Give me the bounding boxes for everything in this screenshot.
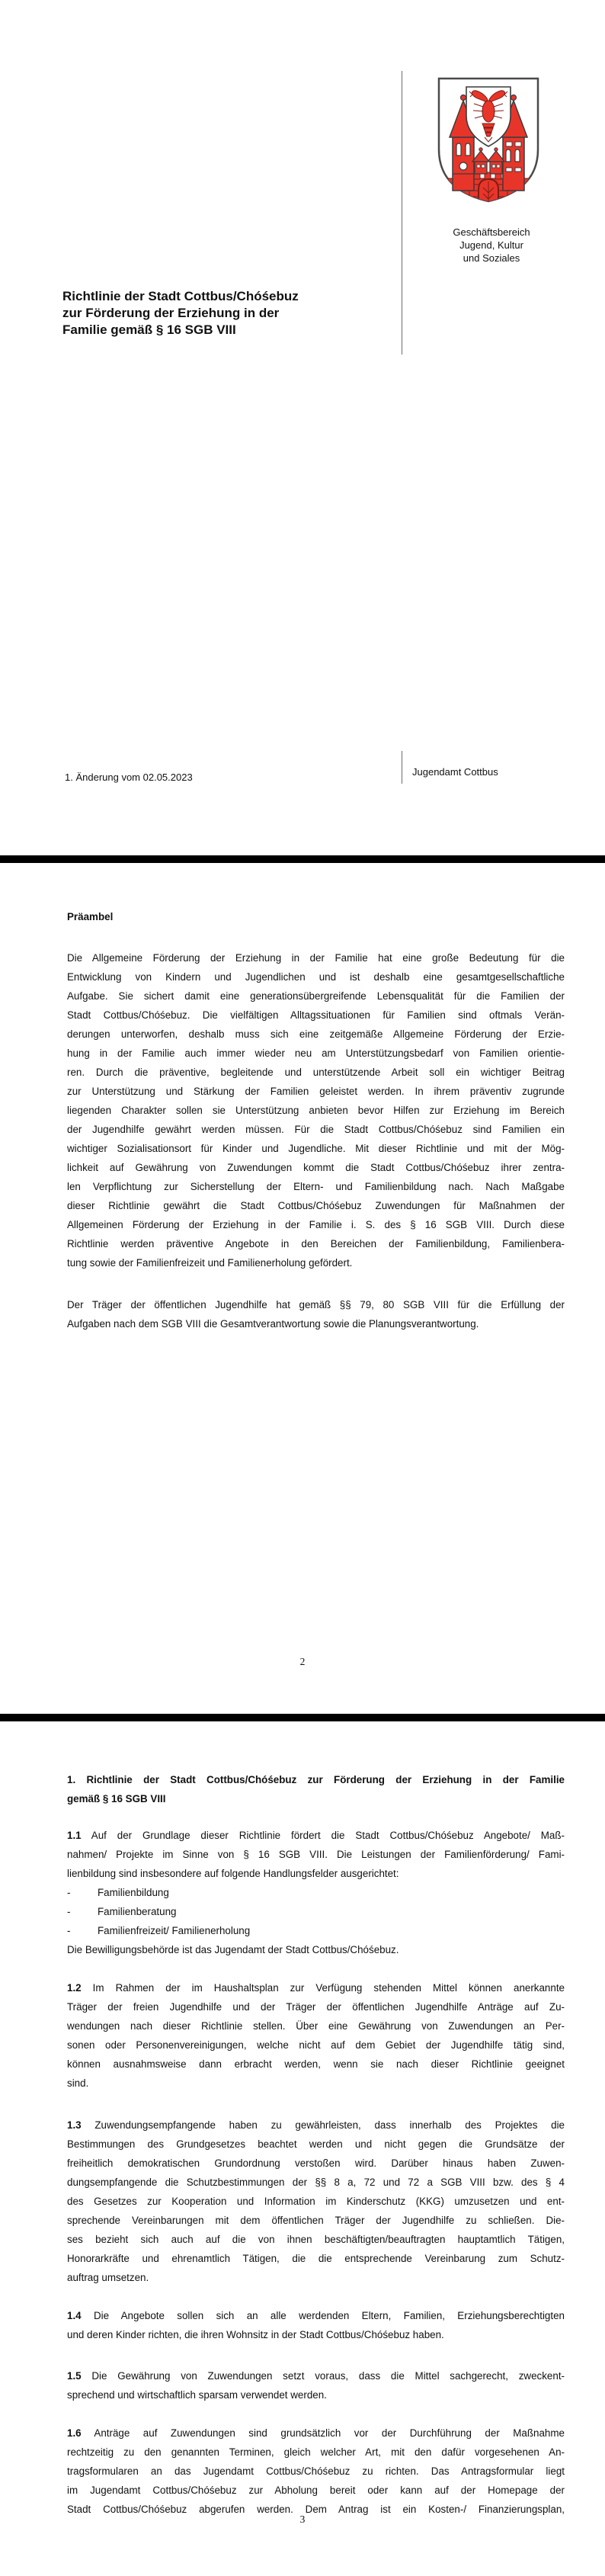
text-line: sind. (67, 2077, 89, 2089)
text-line: freiheitlich demokratischen Grundordnung verstoßen wird. Darüber hinaus haben Zuwen- (67, 2157, 565, 2169)
text-line: wendungen nach dieser Richtlinie stellen. Über eine Gewährung von Zuwendungen an Per- (67, 2020, 565, 2032)
text-line: des Gesetzes zur Kooperation und Information im Kinderschutz (KKG) umzusetzen und ent- (67, 2196, 565, 2207)
text-line: lienbildung sind insbesondere auf folgende Handlungsfelder ausgerichtet: (67, 1868, 399, 1879)
page-separator (0, 855, 605, 863)
text-line: auftrag umsetzen. (67, 2272, 149, 2283)
preamble-paragraph-2 (67, 1295, 565, 1333)
text-line: Der Träger der öffentlichen Jugendhilfe hat gemäß §§ 79, 80 SGB VIII für die Erfüllung der (67, 1299, 565, 1310)
text-line: Geschäftsbereich (453, 226, 530, 238)
text-line: 1. Richtlinie der Stadt Cottbus/Chóśebuz zur Förderung der Erziehung in der Familie (67, 1774, 565, 1785)
page-separator (0, 1714, 605, 1721)
text-line: Aufgaben nach dem SGB VIII die Gesamtverantwortung sowie die Planungsverantwortung. (67, 1318, 479, 1330)
text-line: sonen oder Personenvereinigungen, welche nicht auf dem Gebiet der Jugendhilfe tätig sind, (67, 2039, 565, 2051)
text-line: Die Bewilligungsbehörde ist das Jugendamt der Stadt Cottbus/Chóśebuz. (67, 1944, 399, 1955)
text-line: Stadt Cottbus/Chóśebuz. Die vielfältigen Alltagssituationen für Familien sind oftmals Verän- (67, 1009, 565, 1021)
footer-office-name: Jugendamt Cottbus (412, 766, 498, 778)
document-page-2 (0, 863, 605, 1714)
text-line: und Soziales (463, 252, 520, 264)
section-1-6 (67, 2424, 565, 2519)
text-line: Entwicklung von Kindern und Jugendlichen und ist deshalb eine gesamtgesellschaftliche (67, 971, 565, 983)
text-line: Träger der freien Jugendhilfe und der Träger der öffentlichen Jugendhilfe Anträge auf Zu- (67, 2001, 565, 2013)
text-line: können ausnahmsweise dann erbracht werden, wenn sie nach dieser Richtlinie geeignet (67, 2058, 565, 2070)
text-line: Aufgabe. Sie sichert damit eine generationsübergreifende Lebensqualität für die Familien der (67, 990, 565, 1002)
text-line (67, 1921, 565, 1940)
document-page-1 (0, 0, 605, 855)
list-marker: - (67, 1925, 71, 1936)
cottbus-crest-icon (436, 76, 541, 204)
text-line: len Verpflichtung zur Sicherstellung der Eltern- und Familienbildung nach. Nach Maßgabe (67, 1181, 565, 1192)
text-line: zur Förderung der Erziehung in der (62, 306, 280, 320)
text-line: hung in der Familie auch immer wieder neu am Unterstützungsbedarf von Familien orientie- (67, 1047, 565, 1059)
department-name (423, 226, 560, 265)
text-line: Bestimmungen des Grundgesetzes beachtet werden und nicht gegen die Grundsätze der (67, 2138, 565, 2150)
section-number: 1.5 (67, 2370, 82, 2382)
text-line: derungen unterworfen, deshalb muss sich eine zeitgemäße Allgemeine Förderung der Erzie- (67, 1028, 565, 1040)
text-line (67, 1883, 565, 1902)
text-line: Jugend, Kultur (459, 239, 523, 251)
text-line: Die Allgemeine Förderung der Erziehung in der Familie hat eine große Bedeutung für die (67, 952, 565, 964)
list-marker: - (67, 1887, 71, 1898)
section-number: 1.2 (67, 1982, 82, 1994)
text-line: wichtiger Sozialisationsort für Kinder und Jugendliche. Mit dieser Richtlinie und mit der Mög- (67, 1143, 565, 1154)
text-line: 1.1 Auf der Grundlage dieser Richtlinie fördert die Stadt Cottbus/Chóśebuz Angebote/ Maß- (67, 1830, 565, 1841)
text-line: 1.5 Die Gewährung von Zuwendungen setzt voraus, dass die Mittel sachgerecht, zweckent- (67, 2370, 565, 2382)
preamble-heading: Präambel (67, 911, 114, 922)
page-number: 3 (299, 2513, 306, 2525)
section-number: 1.4 (67, 2310, 82, 2321)
text-line: liegenden Charakter sollen sie Unterstützung anbieten bevor Hilfen zur Erziehung im Bereich (67, 1105, 565, 1116)
section-number: 1.6 (67, 2427, 82, 2439)
text-line: sprechende Vereinbarungen mit dem öffentlichen Träger der Jugendhilfe zu schließen. Die- (67, 2215, 565, 2226)
text-line: sprechend und wirtschaftlich sparsam verwendet werden. (67, 2389, 327, 2401)
text-line: rechtzeitig zu den genannten Terminen, gleich welcher Art, mit den dafür vorgesehenen An- (67, 2446, 565, 2458)
page-number: 2 (299, 1656, 306, 1667)
document-title (62, 288, 428, 338)
list-item-text: Familienbildung (98, 1887, 169, 1898)
list-marker: - (67, 1906, 71, 1917)
text-line: im Jugendamt Cottbus/Chóśebuz zur Abholung bereit oder kann auf der Homepage der (67, 2485, 565, 2496)
text-line: Familie gemäß § 16 SGB VIII (62, 322, 236, 337)
text-line: dieser Richtlinie gewährt die Stadt Cottbus/Chóśebuz Zuwendungen für Maßnahmen der (67, 1200, 565, 1211)
text-line: Richtlinie werden präventive Angebote in den Bereichen der Familienbildung, Familienbera- (67, 1238, 565, 1250)
text-line: Stadt Cottbus/Chóśebuz abgerufen werden. Dem Antrag ist ein Kosten-/ Finanzierungsplan, (67, 2504, 565, 2515)
text-line: 1.2 Im Rahmen der im Haushaltsplan zur Verfügung stehenden Mittel können anerkannte (67, 1982, 565, 1994)
list-item-text: Familienfreizeit/ Familienerholung (98, 1925, 251, 1936)
section-1-1 (67, 1826, 565, 1959)
text-line: ses bezieht sich auch auf die von ihnen beschäftigten/beauftragten hauptamtlich Tätigen, (67, 2234, 565, 2245)
text-line: 1.3 Zuwendungsempfangende haben zu gewährleisten, dass innerhalb des Projektes die (67, 2119, 565, 2131)
text-line: und deren Kinder richten, die ihren Wohnsitz in der Stadt Cottbus/Chóśebuz haben. (67, 2329, 444, 2340)
text-line: gemäß § 16 SGB VIII (67, 1793, 166, 1804)
text-line: 1.6 Anträge auf Zuwendungen sind grundsätzlich vor der Durchführung der Maßnahme (67, 2427, 565, 2439)
text-line: zur Unterstützung und Stärkung der Familien geleistet werden. In ihrem präventiv zugrunde (67, 1086, 565, 1097)
preamble-paragraph-1 (67, 948, 565, 1272)
text-line: lichkeit auf Gewährung von Zuwendungen kommt die Stadt Cottbus/Chóśebuz ihrer zentra- (67, 1162, 565, 1173)
text-line (67, 1902, 565, 1921)
text-line: Allgemeinen Förderung der Erziehung in der Familie i. S. des § 16 SGB VIII. Durch diese (67, 1219, 565, 1230)
text-line: ren. Durch die präventive, begleitende und unterstützende Arbeit soll ein wichtiger Beitrag (67, 1067, 565, 1078)
text-line: Honorarkräfte und ehrenamtlich Tätigen, die die entsprechende Vereinbarung zum Schutz- (67, 2253, 565, 2264)
footer-amendment-note: 1. Änderung vom 02.05.2023 (65, 772, 193, 783)
text-line: Richtlinie der Stadt Cottbus/Chóśebuz (62, 289, 299, 303)
text-line: tung sowie der Familienfreizeit und Familienerholung gefördert. (67, 1257, 353, 1269)
section-1-3 (67, 2116, 565, 2287)
list-item-text: Familienberatung (98, 1906, 177, 1917)
section-number: 1.3 (67, 2119, 82, 2131)
text-line: der Jugendhilfe gewährt werden müssen. Für die Stadt Cottbus/Chóśebuz sind Familien ein (67, 1124, 565, 1135)
section-1-4 (67, 2306, 565, 2344)
document-page-3 (0, 1721, 605, 2576)
section-1-2 (67, 1978, 565, 2093)
section-number: 1.1 (67, 1830, 82, 1841)
section-1-heading (67, 1770, 565, 1808)
text-line: nahmen/ Projekte im Sinne von § 16 SGB VIII. Die Leistungen der Familienförderung/ Fami- (67, 1849, 565, 1860)
section-1-5 (67, 2366, 565, 2404)
text-line: 1.4 Die Angebote sollen sich an alle werdenden Eltern, Familien, Erziehungsberechtigten (67, 2310, 565, 2321)
text-line: dungsempfangende die Schutzbestimmungen der §§ 8 a, 72 und 72 a SGB VIII bzw. des § 4 (67, 2177, 565, 2188)
text-line: tragsformularen an das Jugendamt Cottbus/Chóśebuz zu richten. Das Antragsformular liegt (67, 2465, 565, 2477)
